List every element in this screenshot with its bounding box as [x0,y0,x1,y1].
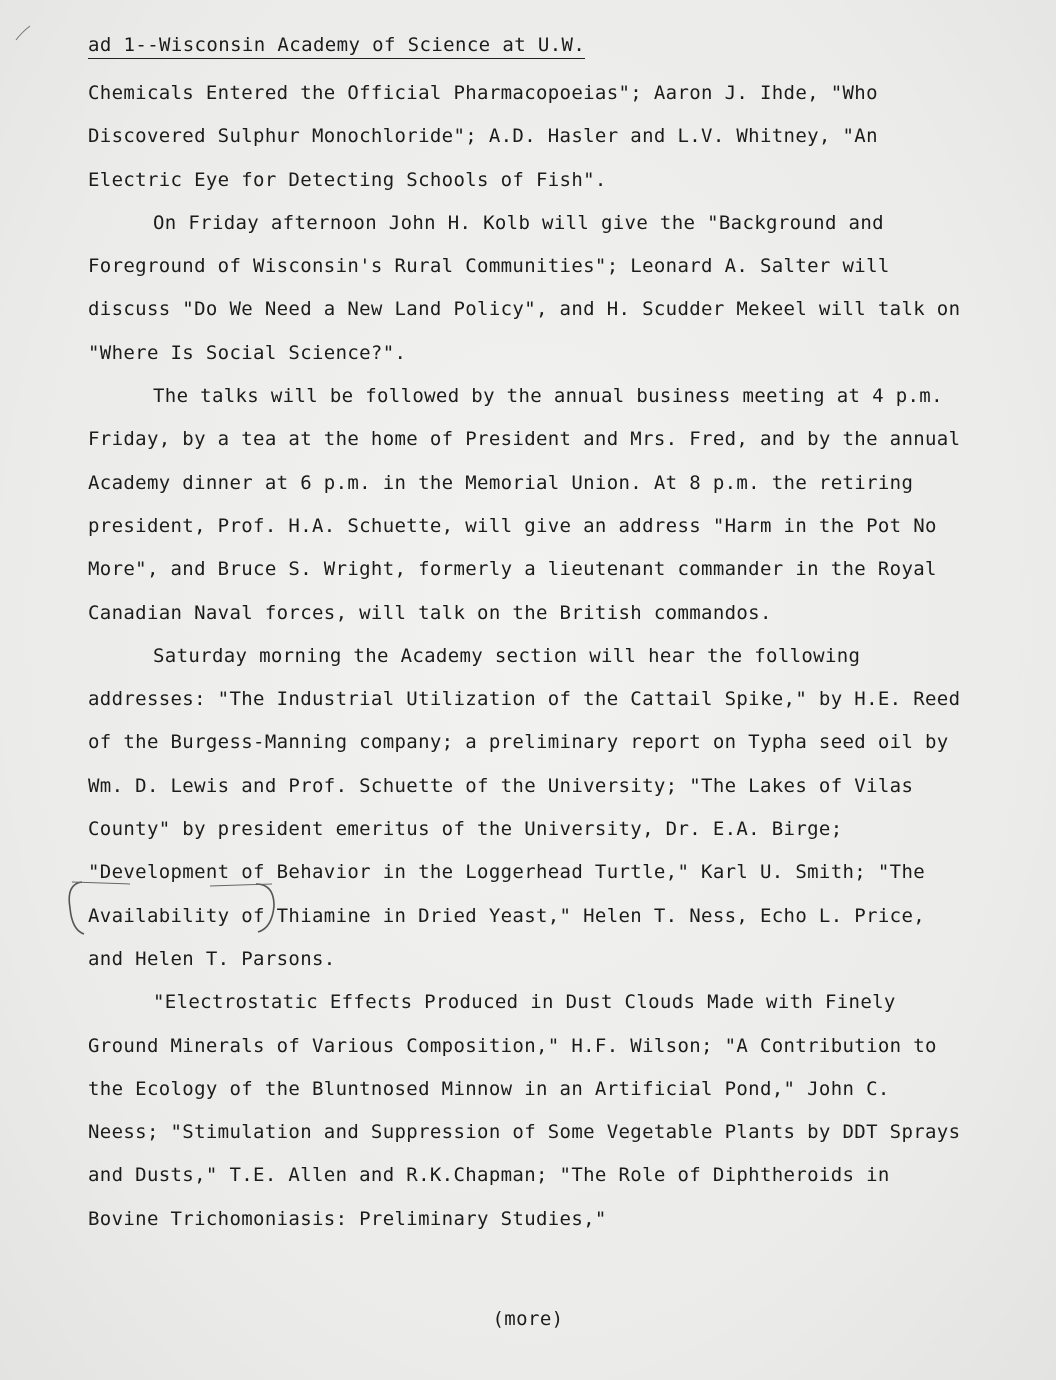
paragraph-friday-afternoon: On Friday afternoon John H. Kolb will give the "Background and Foreground of Wisconsin's Rural Communities"; Leonard A. Salter will discuss "Do We Need a New Land Policy", and H. Scudder Mekeel will talk on "Where Is Social Science?". [88,211,961,364]
more-indicator: (more) [492,1308,564,1330]
page-heading: ad 1--Wisconsin Academy of Science at U.W. [88,32,585,59]
body-text [88,72,968,1241]
pencil-mark-icon [12,22,36,46]
paragraph-continued: Chemicals Entered the Official Pharmacopoeias"; Aaron J. Ihde, "Who Discovered Sulphur Monochloride"; A.D. Hasler and L.V. Whitney, "An Electric Eye for Detecting Schools of Fish". [88,82,878,191]
paragraph-saturday-morning: Saturday morning the Academy section will hear the following addresses: "The Industrial Utilization of the Cattail Spike," by H.E. Reed of the Burgess-Manning company; a preliminary report on Typha seed oil by Wm. D. Lewis and Prof. Schuette of the University; "The Lakes of Vilas County" by president emeritus of the University, Dr. E.A. Birge; "Development of Behavior in the Loggerhead Turtle," Karl U. Smith; "The Availability of Thiamine in Dried Yeast," Helen T. Ness, Echo L. Price, and Helen T. Parsons. [88,644,961,970]
paragraph-business-meeting: The talks will be followed by the annual business meeting at 4 p.m. Friday, by a tea at the home of President and Mrs. Fred, and by the annual Academy dinner at 6 p.m. in the Memorial Union. At 8 p.m. the retiring president, Prof. H.A. Schuette, will give an address "Harm in the Pot No More", and Bruce S. Wright, formerly a lieutenant commander in the Royal Canadian Naval forces, will talk on the British commandos. [88,385,961,624]
paragraph-electrostatic: "Electrostatic Effects Produced in Dust Clouds Made with Finely Ground Minerals of Various Composition," H.F. Wilson; "A Contribution to the Ecology of the Bluntnosed Minnow in an Artificial Pond," John C. Neess; "Stimulation and Suppression of Some Vegetable Plants by DDT Sprays and Dusts," T.E. Allen and R.K.Chapman; "The Role of Diphtheroids in Bovine Trichomoniasis: Preliminary Studies," [88,991,961,1230]
